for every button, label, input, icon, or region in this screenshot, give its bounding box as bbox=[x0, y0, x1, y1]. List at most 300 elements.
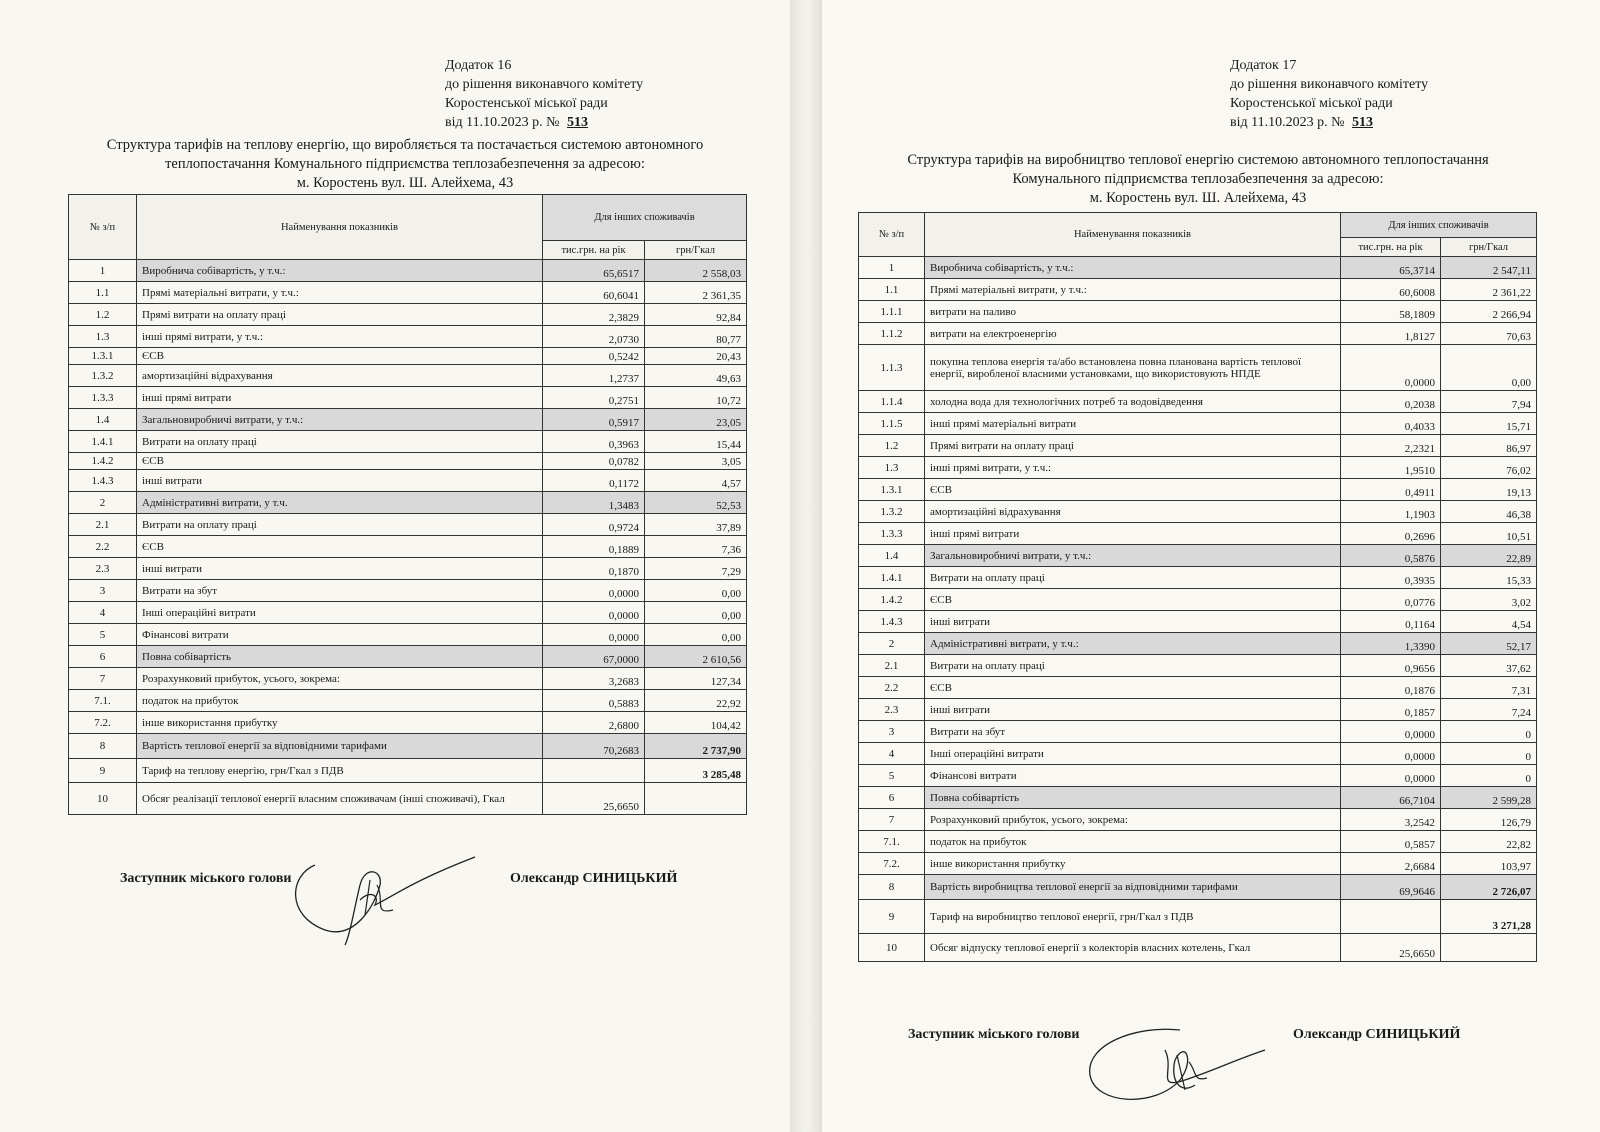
row-value-uah-per-gcal bbox=[1441, 934, 1537, 962]
row-indicator-name: Витрати на збут bbox=[925, 721, 1341, 743]
row-value-uah-per-gcal: 49,63 bbox=[645, 365, 747, 387]
row-indicator-name: Повна собівартість bbox=[925, 787, 1341, 809]
left-decision-number: 513 bbox=[566, 115, 588, 130]
row-value-uah-per-gcal: 46,38 bbox=[1441, 501, 1537, 523]
left-decision-line: до рішення виконавчого комітету bbox=[445, 77, 644, 92]
row-number: 7 bbox=[69, 668, 137, 690]
row-indicator-name: Обсяг відпуску теплової енергії з колекторів власних котелень, Гкал bbox=[925, 934, 1341, 962]
table-row bbox=[859, 391, 1537, 413]
row-value-uah-per-gcal: 37,62 bbox=[1441, 655, 1537, 677]
row-number: 7.1. bbox=[69, 690, 137, 712]
row-value-uah-per-gcal: 0,00 bbox=[1441, 345, 1537, 391]
row-value-thousand-uah: 0,3935 bbox=[1341, 567, 1441, 589]
row-value-uah-per-gcal: 2 599,28 bbox=[1441, 787, 1537, 809]
row-indicator-name: інші прямі витрати bbox=[137, 387, 543, 409]
row-value-thousand-uah: 70,2683 bbox=[543, 734, 645, 759]
row-number: 1.3 bbox=[69, 326, 137, 348]
row-value-uah-per-gcal: 80,77 bbox=[645, 326, 747, 348]
row-value-uah-per-gcal: 15,44 bbox=[645, 431, 747, 453]
row-indicator-name: Витрати на оплату праці bbox=[137, 514, 543, 536]
row-indicator-name: ЄСВ bbox=[925, 677, 1341, 699]
row-number: 1.3.2 bbox=[859, 501, 925, 523]
row-number: 1.4.2 bbox=[859, 589, 925, 611]
left-header-col2: грн/Гкал bbox=[645, 241, 747, 260]
row-value-uah-per-gcal: 3,05 bbox=[645, 453, 747, 470]
table-row bbox=[859, 721, 1537, 743]
row-value-thousand-uah: 0,5876 bbox=[1341, 545, 1441, 567]
left-header-name: Найменування показників bbox=[137, 195, 543, 260]
table-row bbox=[859, 853, 1537, 875]
row-indicator-name: інші витрати bbox=[137, 558, 543, 580]
row-value-thousand-uah: 2,3829 bbox=[543, 304, 645, 326]
row-indicator-name: Тариф на виробництво теплової енергії, грн/Гкал з ПДВ bbox=[925, 900, 1341, 934]
row-value-thousand-uah: 0,5917 bbox=[543, 409, 645, 431]
row-indicator-name: ЄСВ bbox=[925, 589, 1341, 611]
row-value-uah-per-gcal: 0 bbox=[1441, 721, 1537, 743]
row-value-uah-per-gcal: 2 737,90 bbox=[645, 734, 747, 759]
table-row bbox=[69, 304, 747, 326]
row-value-thousand-uah: 0,1889 bbox=[543, 536, 645, 558]
row-number: 2.3 bbox=[69, 558, 137, 580]
row-indicator-name: інші витрати bbox=[925, 611, 1341, 633]
row-value-uah-per-gcal: 7,31 bbox=[1441, 677, 1537, 699]
row-indicator-name: Прямі витрати на оплату праці bbox=[137, 304, 543, 326]
row-value-thousand-uah: 0,2038 bbox=[1341, 391, 1441, 413]
right-header-num: № з/п bbox=[859, 213, 925, 257]
row-value-thousand-uah: 0,0000 bbox=[543, 624, 645, 646]
left-tariff-table bbox=[68, 194, 747, 815]
page-gutter bbox=[790, 0, 822, 1132]
row-number: 4 bbox=[69, 602, 137, 624]
row-indicator-name: витрати на паливо bbox=[925, 301, 1341, 323]
left-approval-block bbox=[445, 56, 643, 132]
table-row bbox=[69, 409, 747, 431]
row-number: 2.2 bbox=[859, 677, 925, 699]
row-indicator-name: Обсяг реалізації теплової енергії власним споживачам (інші споживачі), Гкал bbox=[137, 783, 543, 815]
row-value-uah-per-gcal: 22,89 bbox=[1441, 545, 1537, 567]
row-number: 6 bbox=[69, 646, 137, 668]
row-number: 1.3.1 bbox=[859, 479, 925, 501]
row-value-uah-per-gcal: 0,00 bbox=[645, 602, 747, 624]
table-row bbox=[859, 257, 1537, 279]
row-indicator-name: Тариф на теплову енергію, грн/Гкал з ПДВ bbox=[137, 759, 543, 783]
left-title-line-3: м. Коростень вул. Ш. Алейхема, 43 bbox=[296, 175, 514, 191]
row-value-uah-per-gcal: 7,29 bbox=[645, 558, 747, 580]
row-value-thousand-uah: 0,5242 bbox=[543, 348, 645, 365]
row-indicator-name: витрати на електроенергію bbox=[925, 323, 1341, 345]
row-indicator-name: інші витрати bbox=[925, 699, 1341, 721]
left-header-num: № з/п bbox=[69, 195, 137, 260]
table-row bbox=[859, 633, 1537, 655]
row-value-uah-per-gcal: 3 285,48 bbox=[645, 759, 747, 783]
row-value-thousand-uah: 0,9724 bbox=[543, 514, 645, 536]
row-number: 2 bbox=[69, 492, 137, 514]
row-value-thousand-uah: 0,2751 bbox=[543, 387, 645, 409]
table-row bbox=[859, 301, 1537, 323]
row-number: 9 bbox=[69, 759, 137, 783]
right-date-line bbox=[1230, 113, 1428, 132]
row-value-thousand-uah: 65,6517 bbox=[543, 260, 645, 282]
right-date-prefix: від 11.10.2023 р. № bbox=[1230, 115, 1345, 130]
row-value-uah-per-gcal: 0,00 bbox=[645, 580, 747, 602]
row-value-uah-per-gcal bbox=[645, 783, 747, 815]
table-row bbox=[859, 699, 1537, 721]
table-row bbox=[69, 326, 747, 348]
row-value-thousand-uah: 65,3714 bbox=[1341, 257, 1441, 279]
row-indicator-name: Виробнича собівартість, у т.ч.: bbox=[137, 260, 543, 282]
row-value-uah-per-gcal: 2 361,35 bbox=[645, 282, 747, 304]
right-tariff-table bbox=[858, 212, 1537, 962]
table-row bbox=[69, 690, 747, 712]
table-row bbox=[859, 345, 1537, 391]
table-row bbox=[859, 545, 1537, 567]
row-number: 1.4.1 bbox=[69, 431, 137, 453]
row-indicator-name: Витрати на збут bbox=[137, 580, 543, 602]
right-title-line-2: Комунального підприємства теплозабезпечення за адресою: bbox=[1012, 171, 1384, 187]
row-indicator-name: податок на прибуток bbox=[925, 831, 1341, 853]
row-value-thousand-uah: 0,1876 bbox=[1341, 677, 1441, 699]
row-value-thousand-uah: 0,0776 bbox=[1341, 589, 1441, 611]
row-indicator-name: Вартість теплової енергії за відповідними тарифами bbox=[137, 734, 543, 759]
right-header-col1: тис.грн. на рік bbox=[1341, 238, 1441, 257]
table-row bbox=[69, 470, 747, 492]
table-row bbox=[69, 514, 747, 536]
row-number: 5 bbox=[859, 765, 925, 787]
row-indicator-name: Адміністративні витрати, у т.ч. bbox=[137, 492, 543, 514]
row-value-uah-per-gcal: 2 361,22 bbox=[1441, 279, 1537, 301]
row-value-uah-per-gcal: 37,89 bbox=[645, 514, 747, 536]
row-value-uah-per-gcal: 0,00 bbox=[645, 624, 747, 646]
right-title-line-1: Структура тарифів на виробництво теплової енергію системою автономного теплопостачання bbox=[907, 152, 1489, 168]
table-row bbox=[69, 365, 747, 387]
row-indicator-name: Розрахунковий прибуток, усього, зокрема: bbox=[925, 809, 1341, 831]
row-value-thousand-uah: 3,2683 bbox=[543, 668, 645, 690]
row-number: 1.1.4 bbox=[859, 391, 925, 413]
row-value-thousand-uah: 2,2321 bbox=[1341, 435, 1441, 457]
row-value-uah-per-gcal: 4,54 bbox=[1441, 611, 1537, 633]
row-value-thousand-uah: 2,6800 bbox=[543, 712, 645, 734]
row-value-uah-per-gcal: 10,51 bbox=[1441, 523, 1537, 545]
right-title-line-3: м. Коростень вул. Ш. Алейхема, 43 bbox=[1089, 190, 1307, 206]
left-council-line: Коростенської міської ради bbox=[445, 96, 608, 111]
table-row bbox=[69, 712, 747, 734]
row-value-thousand-uah: 69,9646 bbox=[1341, 875, 1441, 900]
row-number: 1.1.3 bbox=[859, 345, 925, 391]
row-value-uah-per-gcal: 76,02 bbox=[1441, 457, 1537, 479]
row-number: 1.1 bbox=[859, 279, 925, 301]
left-date-prefix: від 11.10.2023 р. № bbox=[445, 115, 560, 130]
row-number: 7.2. bbox=[859, 853, 925, 875]
table-row bbox=[69, 453, 747, 470]
table-row bbox=[69, 536, 747, 558]
row-value-uah-per-gcal: 70,63 bbox=[1441, 323, 1537, 345]
row-number: 3 bbox=[859, 721, 925, 743]
row-indicator-name: Загальновиробничі витрати, у т.ч.: bbox=[137, 409, 543, 431]
row-value-thousand-uah: 2,0730 bbox=[543, 326, 645, 348]
row-value-uah-per-gcal: 3,02 bbox=[1441, 589, 1537, 611]
left-appendix-label: Додаток 16 bbox=[445, 58, 512, 73]
table-row bbox=[69, 282, 747, 304]
right-document-title bbox=[858, 151, 1538, 208]
row-value-thousand-uah: 1,8127 bbox=[1341, 323, 1441, 345]
row-value-thousand-uah: 1,9510 bbox=[1341, 457, 1441, 479]
row-indicator-name: ЄСВ bbox=[137, 348, 543, 365]
row-number: 1.1.2 bbox=[859, 323, 925, 345]
row-value-thousand-uah: 0,1857 bbox=[1341, 699, 1441, 721]
row-value-uah-per-gcal: 2 547,11 bbox=[1441, 257, 1537, 279]
row-value-thousand-uah: 0,9656 bbox=[1341, 655, 1441, 677]
row-value-thousand-uah: 0,0000 bbox=[1341, 743, 1441, 765]
row-number: 9 bbox=[859, 900, 925, 934]
row-value-thousand-uah: 0,0000 bbox=[1341, 721, 1441, 743]
row-number: 1 bbox=[859, 257, 925, 279]
right-header-name: Найменування показників bbox=[925, 213, 1341, 257]
row-number: 2.1 bbox=[69, 514, 137, 536]
row-value-thousand-uah: 60,6041 bbox=[543, 282, 645, 304]
row-value-uah-per-gcal: 2 266,94 bbox=[1441, 301, 1537, 323]
table-row bbox=[859, 900, 1537, 934]
row-value-thousand-uah bbox=[543, 759, 645, 783]
row-value-thousand-uah: 1,2737 bbox=[543, 365, 645, 387]
right-decision-line: до рішення виконавчого комітету bbox=[1230, 77, 1429, 92]
row-value-thousand-uah: 2,6684 bbox=[1341, 853, 1441, 875]
row-value-uah-per-gcal: 52,53 bbox=[645, 492, 747, 514]
row-number: 8 bbox=[69, 734, 137, 759]
row-value-uah-per-gcal: 3 271,28 bbox=[1441, 900, 1537, 934]
row-number: 10 bbox=[859, 934, 925, 962]
row-value-thousand-uah: 0,1870 bbox=[543, 558, 645, 580]
row-value-thousand-uah: 1,1903 bbox=[1341, 501, 1441, 523]
row-indicator-name: Адміністративні витрати, у т.ч.: bbox=[925, 633, 1341, 655]
row-value-uah-per-gcal: 22,92 bbox=[645, 690, 747, 712]
row-indicator-name: інші прямі витрати bbox=[925, 523, 1341, 545]
table-row bbox=[859, 323, 1537, 345]
row-number: 1.3.2 bbox=[69, 365, 137, 387]
row-value-uah-per-gcal: 22,82 bbox=[1441, 831, 1537, 853]
row-indicator-name: Прямі матеріальні витрати, у т.ч.: bbox=[925, 279, 1341, 301]
row-value-uah-per-gcal: 15,33 bbox=[1441, 567, 1537, 589]
table-row bbox=[69, 558, 747, 580]
table-row bbox=[859, 831, 1537, 853]
table-row bbox=[859, 677, 1537, 699]
row-number: 2.1 bbox=[859, 655, 925, 677]
row-number: 7.1. bbox=[859, 831, 925, 853]
row-value-thousand-uah: 0,4911 bbox=[1341, 479, 1441, 501]
row-value-thousand-uah: 0,3963 bbox=[543, 431, 645, 453]
row-indicator-name: Фінансові витрати bbox=[137, 624, 543, 646]
row-number: 1.4.3 bbox=[69, 470, 137, 492]
left-header-group: Для інших споживачів bbox=[543, 195, 747, 241]
table-row bbox=[859, 567, 1537, 589]
row-number: 7 bbox=[859, 809, 925, 831]
row-value-uah-per-gcal: 103,97 bbox=[1441, 853, 1537, 875]
row-number: 2.3 bbox=[859, 699, 925, 721]
row-number: 1.4 bbox=[859, 545, 925, 567]
row-indicator-name: амортизаційні відрахування bbox=[137, 365, 543, 387]
row-value-thousand-uah: 0,0000 bbox=[1341, 345, 1441, 391]
row-value-thousand-uah: 1,3390 bbox=[1341, 633, 1441, 655]
table-row bbox=[69, 668, 747, 690]
row-indicator-name: Інші операційні витрати bbox=[925, 743, 1341, 765]
right-header-group: Для інших споживачів bbox=[1341, 213, 1537, 238]
row-number: 1.4.1 bbox=[859, 567, 925, 589]
row-indicator-name: ЄСВ bbox=[925, 479, 1341, 501]
right-appendix-label: Додаток 17 bbox=[1230, 58, 1297, 73]
right-approval-block bbox=[1230, 56, 1428, 132]
row-value-thousand-uah: 0,2696 bbox=[1341, 523, 1441, 545]
row-indicator-name: ЄСВ bbox=[137, 536, 543, 558]
row-value-uah-per-gcal: 7,94 bbox=[1441, 391, 1537, 413]
table-row bbox=[859, 279, 1537, 301]
row-indicator-name: Інші операційні витрати bbox=[137, 602, 543, 624]
row-indicator-name: інші прямі матеріальні витрати bbox=[925, 413, 1341, 435]
right-decision-number: 513 bbox=[1351, 115, 1373, 130]
row-value-thousand-uah: 0,0000 bbox=[543, 602, 645, 624]
row-value-uah-per-gcal: 7,36 bbox=[645, 536, 747, 558]
table-row bbox=[859, 523, 1537, 545]
row-number: 1.1 bbox=[69, 282, 137, 304]
table-row bbox=[859, 743, 1537, 765]
row-value-uah-per-gcal: 126,79 bbox=[1441, 809, 1537, 831]
row-indicator-name: Повна собівартість bbox=[137, 646, 543, 668]
row-number: 1.3.1 bbox=[69, 348, 137, 365]
table-row bbox=[69, 759, 747, 783]
row-value-uah-per-gcal: 7,24 bbox=[1441, 699, 1537, 721]
table-row bbox=[859, 875, 1537, 900]
table-row bbox=[69, 602, 747, 624]
row-indicator-name: амортизаційні відрахування bbox=[925, 501, 1341, 523]
row-number: 1.4 bbox=[69, 409, 137, 431]
table-row bbox=[69, 431, 747, 453]
row-number: 1.3.3 bbox=[859, 523, 925, 545]
row-value-uah-per-gcal: 0 bbox=[1441, 743, 1537, 765]
row-indicator-name: Витрати на оплату праці bbox=[137, 431, 543, 453]
row-number: 1.1.5 bbox=[859, 413, 925, 435]
row-number: 5 bbox=[69, 624, 137, 646]
row-indicator-name: Загальновиробничі витрати, у т.ч.: bbox=[925, 545, 1341, 567]
left-header-col1: тис.грн. на рік bbox=[543, 241, 645, 260]
table-row bbox=[859, 765, 1537, 787]
row-value-thousand-uah bbox=[1341, 900, 1441, 934]
row-value-thousand-uah: 0,5857 bbox=[1341, 831, 1441, 853]
row-indicator-name: інші прямі витрати, у т.ч.: bbox=[137, 326, 543, 348]
table-row bbox=[69, 492, 747, 514]
row-number: 2.2 bbox=[69, 536, 137, 558]
table-row bbox=[859, 787, 1537, 809]
row-indicator-name: Фінансові витрати bbox=[925, 765, 1341, 787]
table-row bbox=[859, 934, 1537, 962]
row-number: 1.3 bbox=[859, 457, 925, 479]
row-value-uah-per-gcal: 2 558,03 bbox=[645, 260, 747, 282]
row-number: 1.1.1 bbox=[859, 301, 925, 323]
table-row bbox=[859, 655, 1537, 677]
row-number: 3 bbox=[69, 580, 137, 602]
row-indicator-name: Прямі витрати на оплату праці bbox=[925, 435, 1341, 457]
row-number: 2 bbox=[859, 633, 925, 655]
table-row bbox=[69, 260, 747, 282]
left-title-line-1: Структура тарифів на теплову енергію, що виробляється та постачається системою автономного bbox=[106, 137, 704, 153]
row-value-thousand-uah: 0,4033 bbox=[1341, 413, 1441, 435]
row-value-uah-per-gcal: 19,13 bbox=[1441, 479, 1537, 501]
row-value-uah-per-gcal: 23,05 bbox=[645, 409, 747, 431]
row-value-uah-per-gcal: 127,34 bbox=[645, 668, 747, 690]
row-value-thousand-uah: 0,0000 bbox=[1341, 765, 1441, 787]
row-value-thousand-uah: 3,2542 bbox=[1341, 809, 1441, 831]
row-value-thousand-uah: 67,0000 bbox=[543, 646, 645, 668]
row-value-thousand-uah: 0,0000 bbox=[543, 580, 645, 602]
row-number: 1.4.2 bbox=[69, 453, 137, 470]
row-value-thousand-uah: 1,3483 bbox=[543, 492, 645, 514]
row-value-uah-per-gcal: 0 bbox=[1441, 765, 1537, 787]
table-row bbox=[859, 435, 1537, 457]
row-value-uah-per-gcal: 92,84 bbox=[645, 304, 747, 326]
row-value-thousand-uah: 25,6650 bbox=[1341, 934, 1441, 962]
table-row bbox=[859, 611, 1537, 633]
row-indicator-name: Прямі матеріальні витрати, у т.ч.: bbox=[137, 282, 543, 304]
table-row bbox=[859, 479, 1537, 501]
row-number: 10 bbox=[69, 783, 137, 815]
left-title-line-2: теплопостачання Комунального підприємства теплозабезпечення за адресою: bbox=[165, 156, 645, 172]
row-value-uah-per-gcal: 2 726,07 bbox=[1441, 875, 1537, 900]
row-indicator-name: Витрати на оплату праці bbox=[925, 655, 1341, 677]
table-row bbox=[859, 457, 1537, 479]
row-value-thousand-uah: 25,6650 bbox=[543, 783, 645, 815]
row-value-thousand-uah: 58,1809 bbox=[1341, 301, 1441, 323]
row-indicator-name: ЄСВ bbox=[137, 453, 543, 470]
right-signature-person: Олександр СИНИЦЬКИЙ bbox=[1293, 1027, 1461, 1042]
left-signature-position: Заступник міського голови bbox=[120, 871, 292, 886]
left-date-line bbox=[445, 113, 643, 132]
row-value-uah-per-gcal: 10,72 bbox=[645, 387, 747, 409]
table-row bbox=[69, 734, 747, 759]
row-number: 4 bbox=[859, 743, 925, 765]
row-indicator-name: Вартість виробництва теплової енергії за відповідними тарифами bbox=[925, 875, 1341, 900]
table-row bbox=[69, 387, 747, 409]
row-value-thousand-uah: 60,6008 bbox=[1341, 279, 1441, 301]
table-row bbox=[859, 589, 1537, 611]
row-number: 1.3.3 bbox=[69, 387, 137, 409]
row-indicator-name: податок на прибуток bbox=[137, 690, 543, 712]
right-header-col2: грн/Гкал bbox=[1441, 238, 1537, 257]
table-row bbox=[69, 783, 747, 815]
table-row bbox=[69, 580, 747, 602]
row-number: 1.4.3 bbox=[859, 611, 925, 633]
row-value-thousand-uah: 0,0782 bbox=[543, 453, 645, 470]
row-value-uah-per-gcal: 52,17 bbox=[1441, 633, 1537, 655]
row-number: 6 bbox=[859, 787, 925, 809]
table-row bbox=[69, 646, 747, 668]
row-indicator-name: холодна вода для технологічних потреб та водовідведення bbox=[925, 391, 1341, 413]
row-number: 8 bbox=[859, 875, 925, 900]
row-indicator-name: Виробнича собівартість, у т.ч.: bbox=[925, 257, 1341, 279]
row-indicator-name: інше використання прибутку bbox=[925, 853, 1341, 875]
row-number: 1.2 bbox=[859, 435, 925, 457]
row-number: 7.2. bbox=[69, 712, 137, 734]
row-indicator-name: інше використання прибутку bbox=[137, 712, 543, 734]
row-value-uah-per-gcal: 2 610,56 bbox=[645, 646, 747, 668]
row-indicator-name: інші прямі витрати, у т.ч.: bbox=[925, 457, 1341, 479]
row-value-thousand-uah: 0,1172 bbox=[543, 470, 645, 492]
table-row bbox=[859, 501, 1537, 523]
row-value-uah-per-gcal: 104,42 bbox=[645, 712, 747, 734]
table-row bbox=[69, 624, 747, 646]
row-number: 1.2 bbox=[69, 304, 137, 326]
row-number: 1 bbox=[69, 260, 137, 282]
left-signature-person: Олександр СИНИЦЬКИЙ bbox=[510, 871, 678, 886]
table-row bbox=[69, 348, 747, 365]
table-row bbox=[859, 413, 1537, 435]
table-row bbox=[859, 809, 1537, 831]
